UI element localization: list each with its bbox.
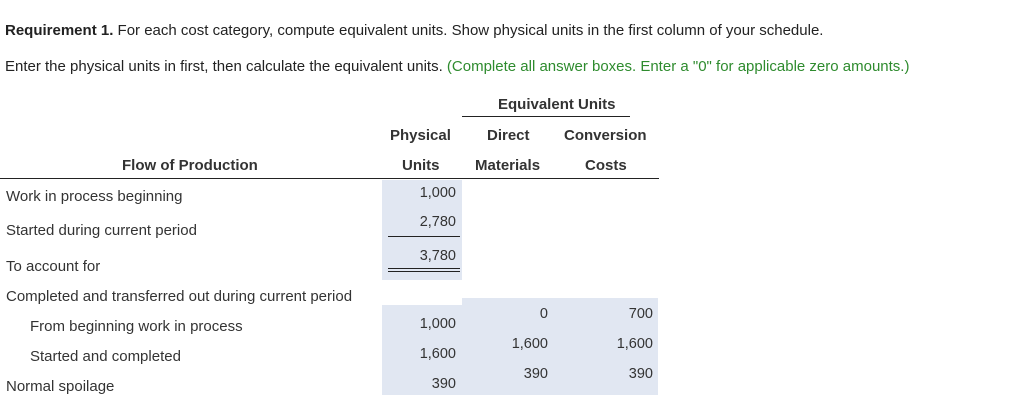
dm-header-2: Materials [475,157,541,174]
dm-header-1: Direct [487,127,530,144]
requirement-text [5,22,823,39]
physical-from-beginning[interactable]: 1,000 [419,316,456,332]
row-label-normal-spoilage: Normal spoilage [6,378,115,395]
row-label-to-account: To account for [6,258,101,275]
physical-started-completed[interactable]: 1,600 [419,346,456,362]
row-label-started: Started during current period [6,222,197,239]
total-rule-2 [388,271,460,272]
equivalent-units-header: Equivalent Units [498,96,616,113]
cc-started-completed[interactable]: 1,600 [616,336,653,352]
cc-header-1: Conversion [564,127,647,144]
cc-header-2: Costs [585,157,627,174]
total-rule-1 [388,268,460,269]
instructions [5,58,909,75]
header-rule [0,178,659,179]
row-label-started-completed: Started and completed [30,348,181,365]
physical-wip-beginning[interactable]: 1,000 [419,185,456,201]
physical-header-2: Units [402,157,440,174]
requirement-label: Requirement 1. [5,22,114,39]
instructions-text: Enter the physical units in first, then calculate the equivalent units. [5,58,447,75]
physical-normal-spoilage[interactable]: 390 [431,376,456,392]
equivalent-units-underline [462,116,630,117]
dm-normal-spoilage[interactable]: 390 [523,366,548,382]
dm-started-completed[interactable]: 1,600 [511,336,548,352]
row-label-wip-beginning: Work in process beginning [6,188,183,205]
physical-to-account[interactable]: 3,780 [419,248,456,264]
row-label-from-beginning: From beginning work in process [30,318,243,335]
cc-normal-spoilage[interactable]: 390 [628,366,653,382]
cc-from-beginning[interactable]: 700 [628,306,653,322]
instructions-note: (Complete all answer boxes. Enter a "0" for applicable zero amounts.) [446,58,910,75]
flow-of-production-header: Flow of Production [122,157,258,174]
requirement-body: For each cost category, compute equivalent units. Show physical units in the first column of your schedule. [113,22,824,39]
row-label-completed: Completed and transferred out during current period [6,288,353,305]
physical-started[interactable]: 2,780 [419,214,456,230]
physical-header-1: Physical [390,127,451,144]
subtotal-rule [388,236,460,237]
dm-from-beginning[interactable]: 0 [539,306,548,322]
